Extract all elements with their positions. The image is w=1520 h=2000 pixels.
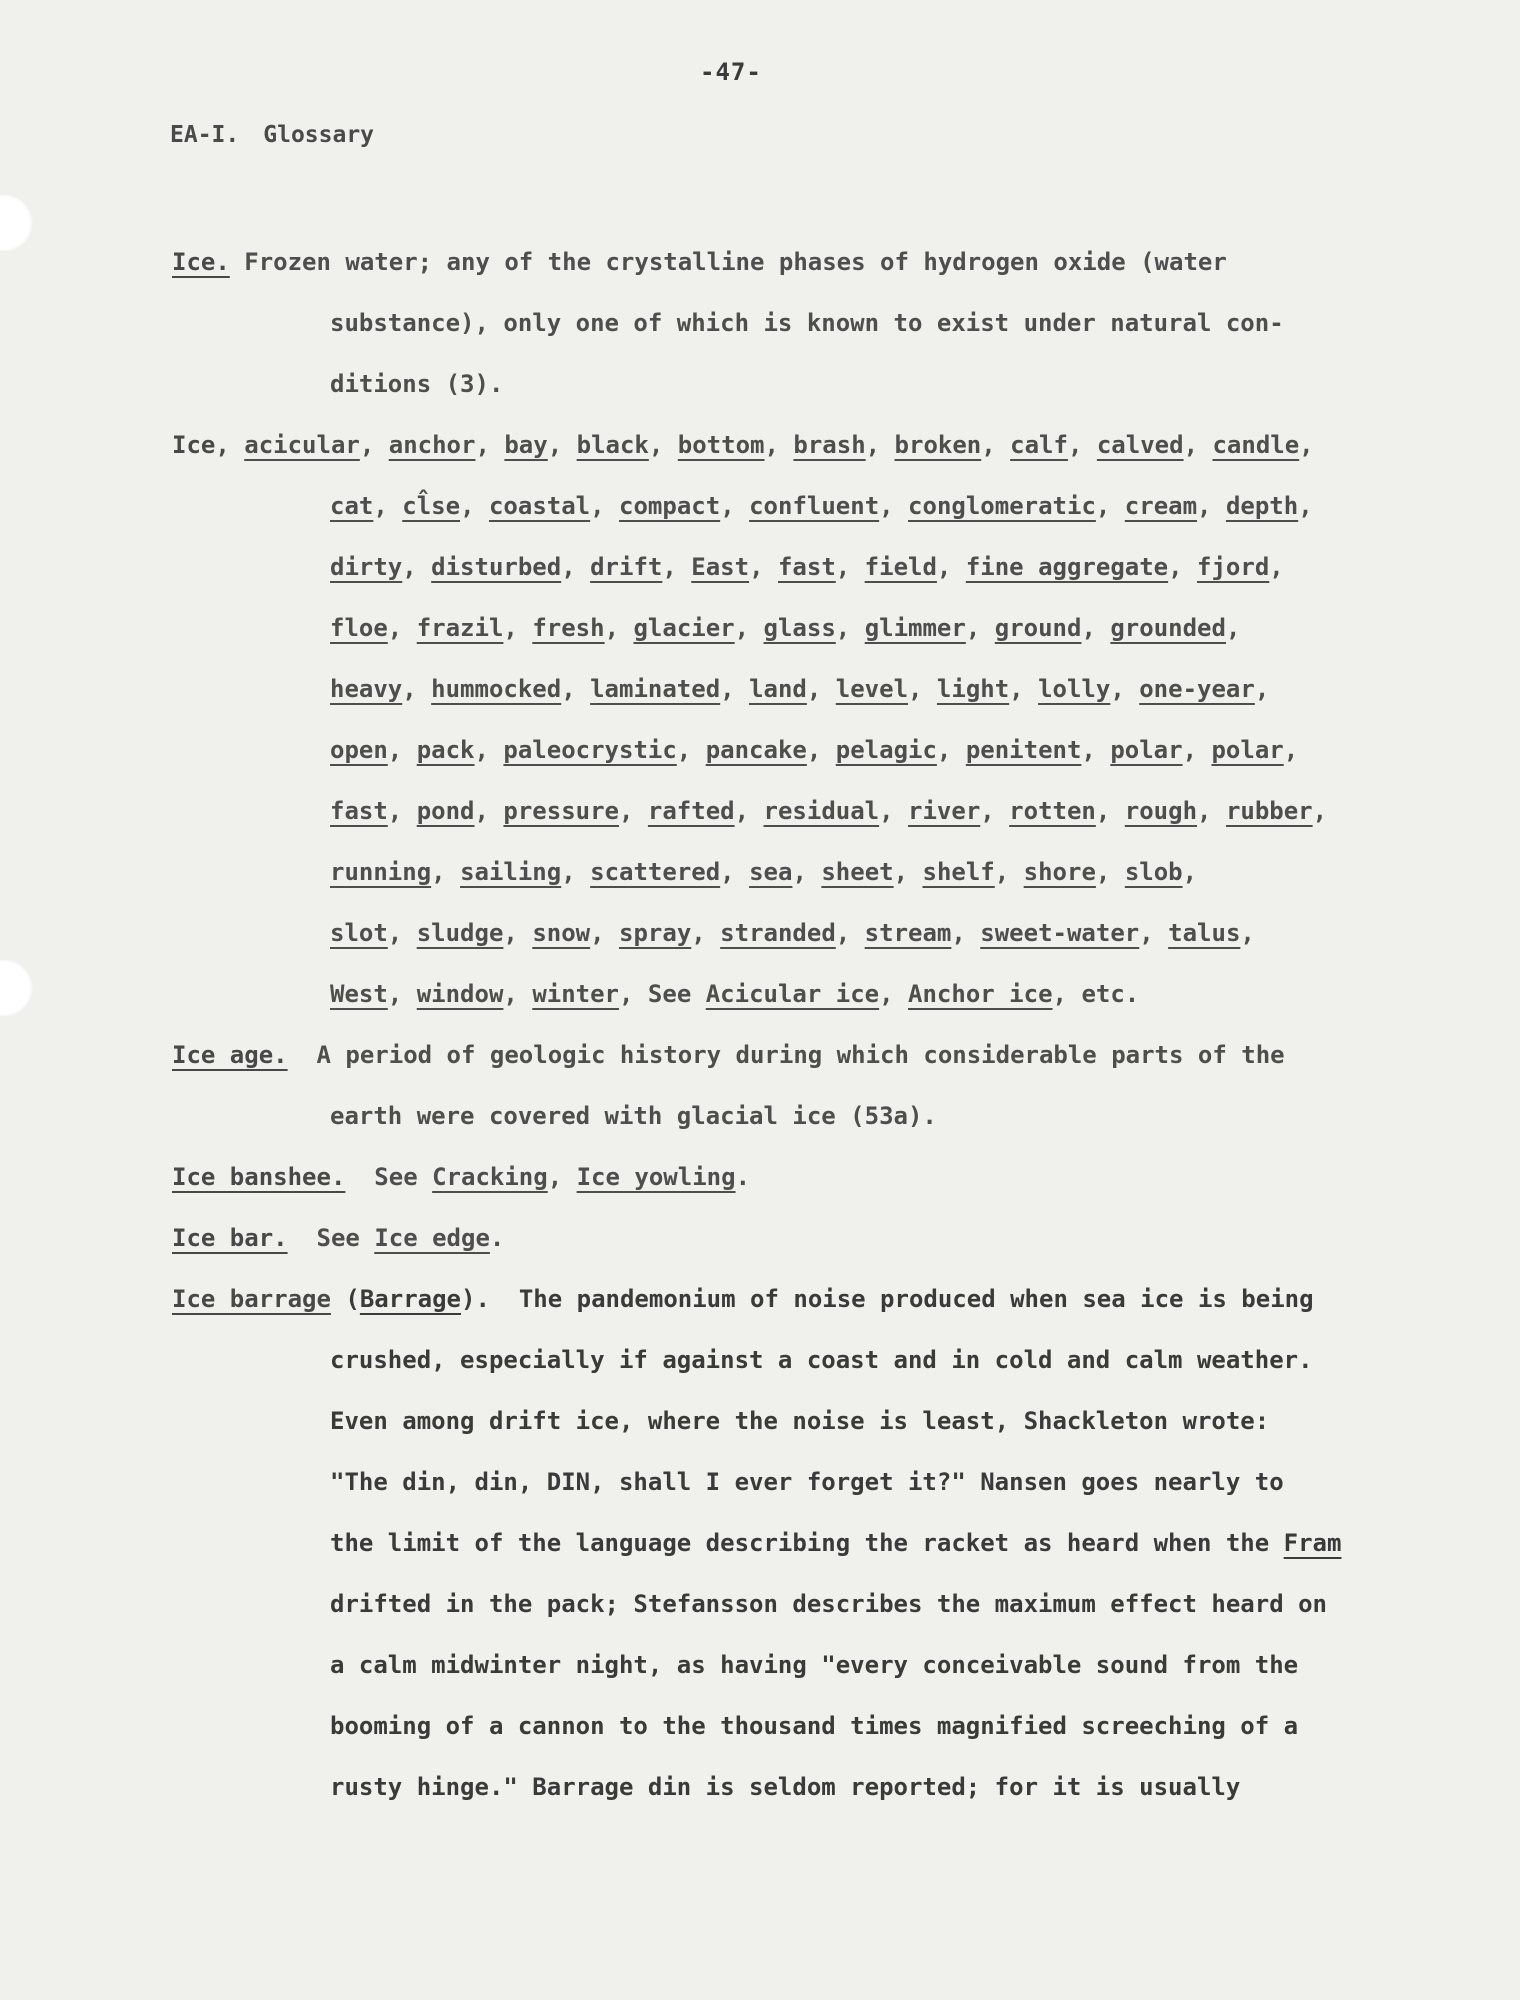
compound-term: bottom <box>677 431 765 459</box>
compound-term: brash <box>793 431 866 459</box>
see-label: See <box>647 980 692 1008</box>
definition-line: "The din, din, DIN, shall I ever forget it?" Nansen goes nearly to <box>330 1468 1284 1496</box>
see-label: See <box>374 1163 418 1191</box>
compound-term: talus <box>1168 919 1241 947</box>
compound-term: sheet <box>821 858 894 886</box>
entry-ice-barrage <box>172 1269 1402 1330</box>
compound-term: sailing <box>460 858 562 886</box>
compound-term: field <box>864 553 937 581</box>
section-heading <box>170 122 374 148</box>
compound-term: confluent <box>749 492 880 520</box>
definition-line: A period of geologic history during which considerable parts of the <box>316 1041 1285 1069</box>
alt-close: ). <box>461 1285 490 1313</box>
entry-ice <box>172 232 1402 293</box>
compound-term: hummocked <box>431 675 562 703</box>
compound-line: floe, frazil, fresh, glacier, glass, glimmer, ground, grounded, <box>330 614 1241 642</box>
entry-term: Ice age. <box>172 1041 288 1069</box>
cross-reference-link[interactable]: Anchor ice <box>908 980 1053 1008</box>
compound-line: cat, cl̂se, coastal, compact, confluent, conglomeratic, cream, depth, <box>330 492 1313 520</box>
compound-line: fast, pond, pressure, rafted, residual, river, rotten, rough, rubber, <box>330 797 1328 825</box>
compound-term: slob <box>1124 858 1183 886</box>
compound-term: scattered <box>590 858 721 886</box>
entry-term: Ice bar. <box>172 1224 288 1252</box>
punch-hole <box>0 195 34 251</box>
compound-term: heavy <box>330 675 403 703</box>
compound-term: fjord <box>1197 553 1270 581</box>
compound-term: depth <box>1225 492 1299 520</box>
compound-term: ground <box>994 614 1082 642</box>
compound-term: grounded <box>1110 614 1226 642</box>
compound-term: pond <box>416 797 475 825</box>
compound-term: cat <box>330 492 374 520</box>
compound-line: slot, sludge, snow, spray, stranded, stream, sweet-water, talus, <box>330 919 1255 947</box>
compound-term: sweet-water <box>980 919 1140 947</box>
compound-term: winter <box>532 980 620 1008</box>
section-code: EA-I. <box>170 122 240 148</box>
entry-term: Ice banshee. <box>172 1163 346 1191</box>
definition-text: the limit of the language describing the racket as heard when the <box>330 1529 1270 1557</box>
compound-term: fast <box>777 553 836 581</box>
compound-line: running, sailing, scattered, sea, sheet, shelf, shore, slob, <box>330 858 1198 886</box>
compound-line: West, window, winter, See Acicular ice, Anchor ice, etc. <box>330 980 1140 1008</box>
definition-line: booming of a cannon to the thousand times magnified screeching of a <box>330 1712 1299 1740</box>
section-title: Glossary <box>263 122 375 148</box>
alternate-term: Barrage <box>359 1285 462 1313</box>
definition-line: ditions (3). <box>330 370 504 398</box>
compound-term: bay <box>504 431 548 459</box>
compound-term: stream <box>864 919 952 947</box>
cross-reference-link[interactable]: Ice yowling <box>576 1163 736 1191</box>
compound-term: penitent <box>965 736 1082 764</box>
compound-term: stranded <box>720 919 836 947</box>
punch-hole <box>0 960 34 1016</box>
compound-term: lolly <box>1038 675 1111 703</box>
cross-reference-link[interactable]: Ice edge <box>374 1224 490 1252</box>
compound-term: window <box>416 980 504 1008</box>
cross-reference-link[interactable]: Acicular ice <box>705 980 880 1008</box>
compound-term: one-year <box>1139 675 1255 703</box>
compound-term: spray <box>619 919 692 947</box>
compound-term: disturbed <box>431 553 562 581</box>
entry-ice-bar: Ice bar. See Ice edge. <box>172 1224 505 1252</box>
compound-term: fine aggregate <box>965 553 1169 581</box>
compound-term: glimmer <box>864 614 966 642</box>
compound-line: dirty, disturbed, drift, East, fast, field, fine aggregate, fjord, <box>330 553 1284 581</box>
compound-term: fresh <box>532 614 605 642</box>
compound-term: acicular <box>244 431 360 459</box>
definition-line: rusty hinge." Barrage din is seldom reported; for it is usually <box>330 1773 1241 1801</box>
cross-reference-link[interactable]: Cracking <box>432 1163 548 1191</box>
compound-term: pressure <box>503 797 619 825</box>
definition-line: Frozen water; any of the crystalline phases of hydrogen oxide (water <box>244 248 1227 276</box>
entry-term: Ice. <box>172 248 230 276</box>
compound-term: fast <box>330 797 388 825</box>
compound-term: glacier <box>633 614 735 642</box>
definition-line-fram <box>172 1513 1402 1574</box>
compound-term: shore <box>1023 858 1096 886</box>
compound-term: rough <box>1124 797 1198 825</box>
compound-term: residual <box>763 797 880 825</box>
definition-line: Even among drift ice, where the noise is least, Shackleton wrote: <box>330 1407 1270 1435</box>
compound-term: polar <box>1110 736 1183 764</box>
compound-term: pelagic <box>835 736 937 764</box>
definition-line: drifted in the pack; Stefansson describes the maximum effect heard on <box>330 1590 1327 1618</box>
definition-line: a calm midwinter night, as having "every conceivable sound from the <box>330 1651 1299 1679</box>
compound-term: sea <box>749 858 793 886</box>
compound-term: drift <box>590 553 663 581</box>
compound-term: dirty <box>330 553 403 581</box>
entry-ice-compounds: Ice, acicular, anchor, bay, black, bottom, brash, broken, calf, calved, candle, <box>172 431 1314 459</box>
compound-term: glass <box>763 614 836 642</box>
definition-line: crushed, especially if against a coast and in cold and calm weather. <box>330 1346 1313 1374</box>
compound-term: calved <box>1096 431 1184 459</box>
compound-term: anchor <box>388 431 476 459</box>
compound-term: black <box>576 431 649 459</box>
see-label: See <box>316 1224 360 1252</box>
compound-term: river <box>908 797 981 825</box>
compound-term: coastal <box>488 492 591 520</box>
compound-term: light <box>936 675 1010 703</box>
definition-line: The pandemonium of noise produced when sea ice is being <box>518 1285 1314 1313</box>
compound-term: calf <box>1010 431 1068 459</box>
compound-term: cream <box>1124 492 1198 520</box>
compound-term: rafted <box>647 797 735 825</box>
compound-term: pack <box>416 736 475 764</box>
compound-term: candle <box>1212 431 1300 459</box>
compound-term: level <box>835 675 909 703</box>
compound-term: conglomeratic <box>908 492 1096 520</box>
compound-term: laminated <box>590 675 721 703</box>
entry-ice-age <box>172 1025 1402 1086</box>
definition-line: substance), only one of which is known to exist under natural con- <box>330 309 1284 337</box>
compound-term: paleocrystic <box>503 736 677 764</box>
entry-ice-banshee: Ice banshee. See Cracking, Ice yowling. <box>172 1163 751 1191</box>
compound-term: compact <box>619 492 721 520</box>
entry-term: Ice, <box>172 431 230 459</box>
etc-label: etc. <box>1081 980 1140 1008</box>
glossary-body <box>172 232 1402 1818</box>
compound-term: open <box>330 736 388 764</box>
compound-term: broken <box>894 431 982 459</box>
compound-term: frazil <box>416 614 504 642</box>
compound-term: running <box>330 858 432 886</box>
compound-term: sludge <box>416 919 504 947</box>
compound-term: polar <box>1211 736 1284 764</box>
compound-term: land <box>749 675 807 703</box>
compound-term: floe <box>330 614 388 642</box>
alt-open: ( <box>345 1285 360 1313</box>
compound-term: pancake <box>705 736 807 764</box>
compound-term: rotten <box>1009 797 1096 825</box>
page-number: -47- <box>700 58 762 86</box>
compound-term: cl̂se <box>402 492 461 520</box>
compound-term: East <box>691 553 750 581</box>
compound-term: snow <box>532 919 591 947</box>
compound-term: slot <box>330 919 388 947</box>
compound-line: heavy, hummocked, laminated, land, level, light, lolly, one-year, <box>330 675 1270 703</box>
ship-name: Fram <box>1283 1529 1342 1557</box>
compound-term: shelf <box>922 858 995 886</box>
compound-term: rubber <box>1225 797 1313 825</box>
compound-term: West <box>330 980 388 1008</box>
definition-line: earth were covered with glacial ice (53a). <box>330 1102 937 1130</box>
entry-term: Ice barrage <box>172 1285 331 1313</box>
compound-line: open, pack, paleocrystic, pancake, pelagic, penitent, polar, polar, <box>330 736 1299 764</box>
